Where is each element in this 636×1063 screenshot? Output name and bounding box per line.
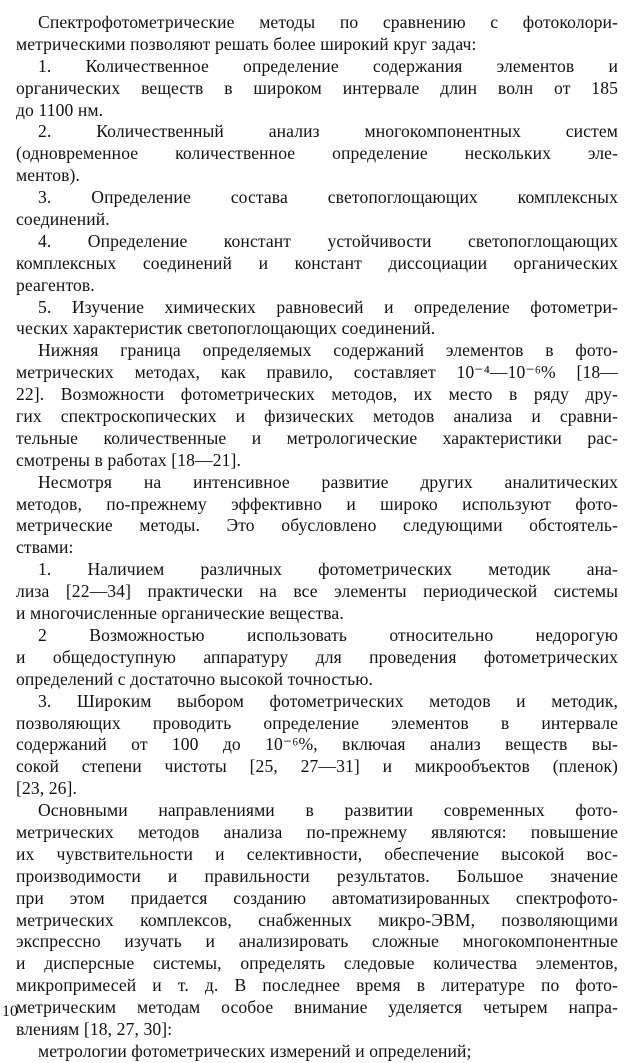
paragraph-reason-1 (16, 559, 618, 625)
paragraph-task-3 (16, 187, 618, 231)
text-line: микропримесей и т. д. В последнее время в литературе по фото- (16, 975, 618, 996)
text-line: Спектрофотометрические методы по сравнению с фотоколори- (38, 12, 618, 32)
text-line: и многочисленные органические вещества. (16, 603, 344, 624)
text-line: ствами: (16, 537, 74, 558)
text-line: ческих характеристик светопоглощающих соединений. (16, 318, 436, 339)
text-line: [23, 26]. (16, 778, 78, 799)
text-line: сокой степени чистоты [25, 27—31] и микрообъектов (пленок) (16, 756, 618, 777)
text-line: и общедоступную аппаратуру для проведения фотометрических (16, 646, 618, 667)
text-line: смотрены в работах [18—21]. (16, 449, 241, 470)
text-line: лиза [22—34] практически на все элементы периодической системы (16, 581, 618, 602)
paragraph-task-4 (16, 231, 618, 297)
text-line: комплексных соединений и констант диссоциации органических (16, 252, 618, 273)
text-line: методов, по-прежнему эффективно и широко используют фото- (16, 493, 618, 514)
text-line: соединений. (16, 209, 110, 230)
text-line: 2 Возможностью использовать относительно недорогую (38, 624, 618, 645)
text-line: их чувствительности и селективности, обеспечение высокой вос- (16, 843, 618, 864)
text-line: метрическим методам особое внимание уделяется четырем напра- (16, 997, 618, 1018)
text-line: метрических методах, как правило, составляет 10⁻⁴—10⁻⁶% [18— (16, 362, 618, 383)
text-line: 1. Наличием различных фотометрических методик ана- (38, 559, 618, 580)
text-line: ментов). (16, 165, 80, 186)
paragraph-despite (16, 472, 618, 560)
text-line: метрическими позволяют решать более широкий круг задач: (16, 33, 477, 54)
text-line: метрических методов анализа по-прежнему являются: повышение (16, 821, 618, 842)
text-line: гих спектроскопических и физических методов анализа и сравни- (16, 406, 618, 427)
text-line: Нижняя граница определяемых содержаний элементов в фото- (38, 340, 618, 361)
text-line: органических веществ в широком интервале длин волн от 185 (16, 77, 618, 98)
text-line: 1. Количественное определение содержания элементов и (38, 55, 618, 76)
text-line: Несмотря на интенсивное развитие других аналитических (38, 471, 618, 492)
text-line: Основными направлениями в развитии современных фото- (38, 800, 618, 821)
paragraph-lower-limit (16, 340, 618, 471)
text-line: до 1100 нм. (16, 99, 104, 120)
paragraph-reason-2 (16, 625, 618, 691)
paragraph-task-5 (16, 297, 618, 341)
text-line: 3. Широким выбором фотометрических методов и методик, (38, 690, 618, 711)
text-line: определений с достаточно высокой точностью. (16, 668, 373, 689)
paragraph-directions (16, 800, 618, 1041)
text-line: тельные количественные и метрологические характеристики рас- (16, 427, 618, 448)
page-body (16, 12, 618, 1063)
text-line: при этом придается созданию автоматизированных спектрофото- (16, 887, 618, 908)
paragraph-metrology (16, 1041, 618, 1063)
text-line: позволяющих проводить определение элементов в интервале (16, 712, 618, 733)
text-line: 4. Определение констант устойчивости светопоглощающих (38, 230, 618, 251)
text-line: метрических комплексов, снабженных микро-ЭВМ, позволяющими (16, 909, 618, 930)
paragraph-reason-3 (16, 691, 618, 800)
text-line: производимости и правильности результатов. Большое значение (16, 865, 618, 886)
text-line: 22]. Возможности фотометрических методов, их место в ряду дру- (16, 384, 618, 405)
text-line: 2. Количественный анализ многокомпонентных систем (38, 121, 618, 142)
text-line: 5. Изучение химических равновесий и определение фотометри- (38, 296, 618, 317)
text-line: влениям [18, 27, 30]: (16, 1018, 173, 1039)
text-line: метрологии фотометрических измерений и определений; (38, 1040, 472, 1061)
text-line: реагентов. (16, 274, 95, 295)
paragraph-task-1 (16, 56, 618, 122)
text-line: и дисперсные системы, определять следовые количества элементов, (16, 953, 618, 974)
paragraph-task-2 (16, 121, 618, 187)
page-number: 10 (2, 1003, 18, 1020)
paragraph-intro (16, 12, 618, 56)
text-line: метрические методы. Это обусловлено следующими обстоятель- (16, 515, 618, 536)
text-line: содержаний от 100 до 10⁻⁶%, включая анализ веществ вы- (16, 734, 618, 755)
text-line: (одновременное количественное определение нескольких эле- (16, 143, 618, 164)
text-line: 3. Определение состава светопоглощающих комплексных (38, 187, 618, 208)
text-line: экспрессно изучать и анализировать сложные многокомпонентные (16, 931, 618, 952)
